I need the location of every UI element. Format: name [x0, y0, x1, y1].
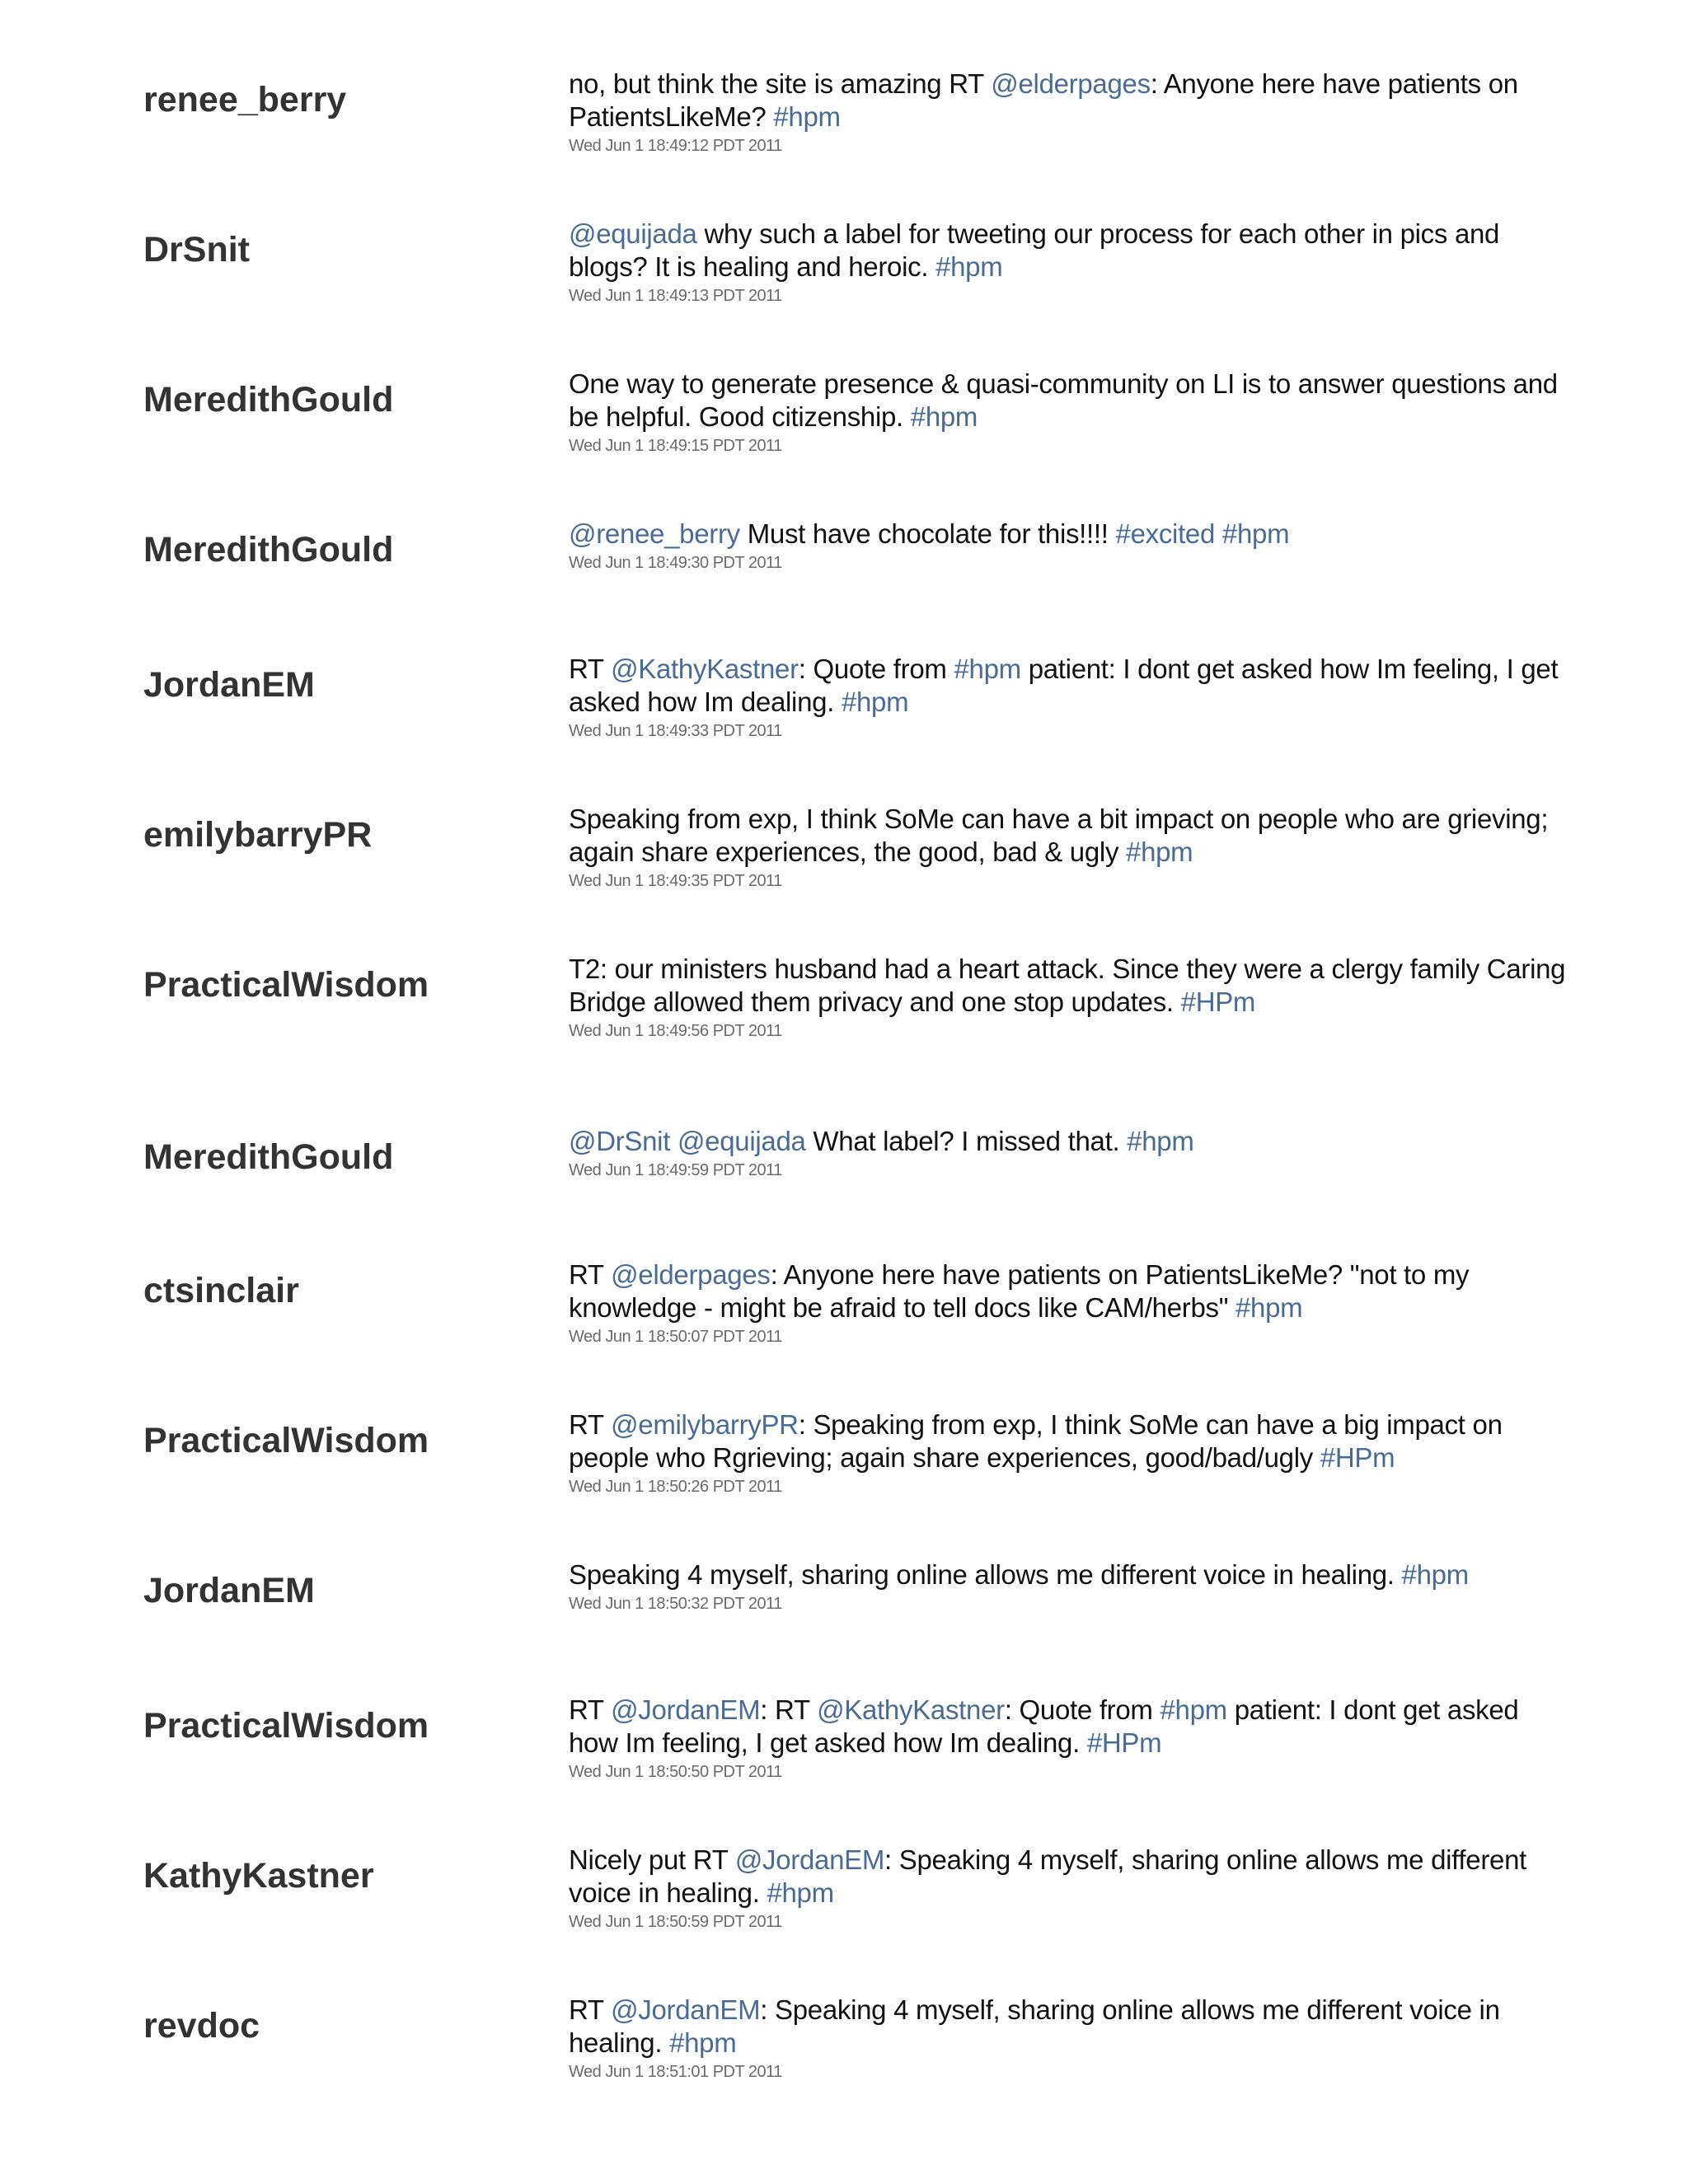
tweet-text — [569, 368, 1574, 434]
tweet-username[interactable]: KathyKastner — [143, 1856, 374, 1896]
hashtag-link[interactable]: #hpm — [954, 654, 1021, 684]
hashtag-link[interactable]: #hpm — [1221, 518, 1290, 549]
tweet-text-segment: RT — [569, 1259, 612, 1290]
tweet-row — [0, 1408, 1688, 1549]
tweet-row — [0, 653, 1688, 793]
mention-link[interactable]: @emilybarryPR — [611, 1409, 799, 1440]
tweet-timestamp: Wed Jun 1 18:50:50 PDT 2011 — [569, 1763, 782, 1781]
tweet-timestamp: Wed Jun 1 18:50:26 PDT 2011 — [569, 1478, 782, 1496]
tweet-text-segment: RT — [569, 1409, 612, 1440]
tweet-timestamp: Wed Jun 1 18:49:33 PDT 2011 — [569, 722, 782, 740]
tweet-timestamp: Wed Jun 1 18:49:59 PDT 2011 — [569, 1161, 782, 1179]
tweet-text-segment: : Anyone here have patients on PatientsLikeMe? — [569, 68, 1518, 132]
tweet-timestamp: Wed Jun 1 18:49:35 PDT 2011 — [569, 872, 782, 890]
tweet-body — [569, 68, 1574, 157]
hashtag-link[interactable]: #HPm — [1320, 1442, 1395, 1473]
tweet-text-segment: What label? I missed that. — [805, 1126, 1128, 1156]
tweet-row — [0, 803, 1688, 943]
tweet-body — [569, 1558, 1574, 1615]
tweet-username[interactable]: MeredithGould — [143, 380, 394, 419]
tweet-username[interactable]: renee_berry — [143, 80, 347, 120]
tweet-timestamp: Wed Jun 1 18:49:12 PDT 2011 — [569, 137, 782, 155]
tweet-timestamp: Wed Jun 1 18:50:32 PDT 2011 — [569, 1595, 782, 1613]
tweet-row — [0, 68, 1688, 208]
tweet-text-segment: RT — [569, 1994, 612, 2025]
tweet-row — [0, 518, 1688, 658]
tweet-text-segment: T2: our ministers husband had a heart attack. Since they were a clergy family Caring Bridge allowed them privacy and one stop updates. — [569, 954, 1566, 1017]
tweet-username[interactable]: ctsinclair — [143, 1271, 299, 1310]
tweet-timestamp: Wed Jun 1 18:51:01 PDT 2011 — [569, 2063, 782, 2081]
tweet-text — [569, 1258, 1574, 1324]
tweet-text-segment: One way to generate presence & quasi-community on LI is to answer questions and be helpful. Good citizenship. — [569, 368, 1558, 432]
tweet-text-segment: Speaking from exp, I think SoMe can have a bit impact on people who are grieving; again share experiences, the good, bad & ugly — [569, 804, 1549, 867]
tweet-body — [569, 1258, 1574, 1347]
tweet-text — [569, 803, 1574, 869]
tweet-text-segment: Nicely put RT — [569, 1844, 735, 1875]
tweet-username[interactable]: DrSnit — [143, 230, 250, 269]
tweet-body — [569, 653, 1574, 742]
tweet-text-segment: : Anyone here have patients on PatientsLikeMe? "not to my knowledge - might be afraid to tell docs like CAM/herbs" — [569, 1259, 1470, 1323]
tweet-timestamp: Wed Jun 1 18:50:07 PDT 2011 — [569, 1328, 782, 1346]
tweet-username[interactable]: MeredithGould — [143, 530, 394, 569]
tweet-text-segment: RT — [569, 654, 612, 684]
mention-link[interactable]: @KathyKastner — [611, 654, 799, 684]
tweet-text — [569, 68, 1574, 134]
tweet-username[interactable]: PracticalWisdom — [143, 1706, 429, 1746]
mention-link[interactable]: @JordanEM — [611, 1694, 761, 1725]
tweet-text — [569, 1994, 1574, 2060]
hashtag-link[interactable]: #HPm — [1180, 987, 1256, 1017]
tweet-row — [0, 1558, 1688, 1699]
mention-link[interactable]: @JordanEM — [734, 1844, 885, 1875]
tweet-text — [569, 1694, 1574, 1760]
tweet-body — [569, 1694, 1574, 1783]
tweet-row — [0, 368, 1688, 508]
tweet-text-segment: : Quote from — [1004, 1694, 1160, 1725]
tweet-text-segment: : RT — [760, 1694, 818, 1725]
tweet-body — [569, 1125, 1574, 1181]
mention-link[interactable]: @renee_berry — [569, 518, 740, 549]
tweet-text-segment: : Speaking 4 myself, sharing online allows me different voice in healing. — [569, 1994, 1500, 2058]
tweet-text-segment: : Speaking 4 myself, sharing online allows me different voice in healing. — [569, 1844, 1527, 1908]
tweet-text-segment: : Speaking from exp, I think SoMe can have a big impact on people who Rgrieving; again share experiences, good/bad/ugly — [569, 1409, 1503, 1473]
tweet-text-segment: Must have chocolate for this!!!! — [739, 518, 1116, 549]
tweet-username[interactable]: emilybarryPR — [143, 815, 373, 855]
tweet-timestamp: Wed Jun 1 18:50:59 PDT 2011 — [569, 1913, 782, 1931]
tweet-body — [569, 803, 1574, 892]
hashtag-link[interactable]: #hpm — [1160, 1694, 1227, 1725]
tweet-text-segment: RT — [569, 1694, 612, 1725]
mention-link[interactable]: @equijada — [569, 218, 697, 249]
tweet-timestamp: Wed Jun 1 18:49:15 PDT 2011 — [569, 437, 782, 455]
tweet-text-segment — [670, 1126, 678, 1156]
tweet-text — [569, 1844, 1574, 1910]
tweet-text — [569, 518, 1574, 551]
tweet-body — [569, 1408, 1574, 1497]
tweet-body — [569, 368, 1574, 457]
tweet-text — [569, 1408, 1574, 1474]
tweet-username[interactable]: JordanEM — [143, 1571, 315, 1610]
tweet-username[interactable]: revdoc — [143, 2006, 260, 2046]
tweet-body — [569, 1844, 1574, 1933]
tweet-row — [0, 218, 1688, 358]
tweet-row — [0, 1844, 1688, 1984]
tweet-text — [569, 653, 1574, 719]
tweet-text — [569, 1558, 1574, 1591]
tweet-text — [569, 218, 1574, 284]
tweet-row — [0, 1258, 1688, 1399]
tweet-text — [569, 953, 1574, 1019]
tweet-username[interactable]: JordanEM — [143, 665, 315, 705]
tweet-timestamp: Wed Jun 1 18:49:13 PDT 2011 — [569, 287, 782, 305]
mention-link[interactable]: @elderpages — [991, 68, 1151, 99]
hashtag-link[interactable]: #hpm — [1127, 1126, 1194, 1156]
hashtag-link[interactable]: #hpm — [767, 1877, 834, 1908]
hashtag-link[interactable]: #hpm — [910, 401, 978, 432]
tweet-username[interactable]: PracticalWisdom — [143, 965, 429, 1005]
tweet-row — [0, 1994, 1688, 2083]
tweet-text — [569, 1125, 1574, 1158]
tweet-text-segment: why such a label for tweeting our process for each other in pics and blogs? It is healing and heroic. — [569, 218, 1500, 282]
tweet-body — [569, 1994, 1574, 2083]
tweet-text-segment: Speaking 4 myself, sharing online allows me different voice in healing. — [569, 1559, 1402, 1590]
tweet-row — [0, 1125, 1688, 1265]
tweet-body — [569, 518, 1574, 574]
tweet-timestamp: Wed Jun 1 18:49:30 PDT 2011 — [569, 554, 782, 572]
mention-link[interactable]: @DrSnit — [569, 1126, 671, 1156]
tweet-body — [569, 218, 1574, 307]
mention-link[interactable]: @equijada — [677, 1126, 806, 1156]
hashtag-link[interactable]: #hpm — [1401, 1559, 1469, 1590]
tweet-text-segment: patient: I dont get asked how Im feeling, I get asked how Im dealing. — [569, 1694, 1519, 1758]
tweet-row — [0, 953, 1688, 1093]
tweet-text-segment: no, but think the site is amazing RT — [569, 68, 992, 99]
mention-link[interactable]: @elderpages — [611, 1259, 771, 1290]
tweet-text-segment: patient: I dont get asked how Im feeling, I get asked how Im dealing. — [569, 654, 1559, 717]
tweet-username[interactable]: PracticalWisdom — [143, 1421, 429, 1460]
tweet-body — [569, 953, 1574, 1042]
hashtag-link[interactable]: #hpm — [773, 101, 841, 132]
tweet-username[interactable]: MeredithGould — [143, 1137, 394, 1177]
tweet-text-segment — [1215, 518, 1222, 549]
hashtag-link[interactable]: #HPm — [1086, 1727, 1162, 1758]
hashtag-link[interactable]: #hpm — [669, 2027, 737, 2058]
hashtag-link[interactable]: #hpm — [841, 687, 909, 717]
mention-link[interactable]: @JordanEM — [611, 1994, 761, 2025]
tweet-text-segment: : Quote from — [798, 654, 954, 684]
tweet-timestamp: Wed Jun 1 18:49:56 PDT 2011 — [569, 1022, 782, 1040]
tweet-row — [0, 1694, 1688, 1834]
mention-link[interactable]: @KathyKastner — [817, 1694, 1005, 1725]
hashtag-link[interactable]: #hpm — [935, 251, 1003, 282]
hashtag-link[interactable]: #hpm — [1236, 1292, 1303, 1323]
hashtag-link[interactable]: #hpm — [1126, 837, 1193, 867]
hashtag-link[interactable]: #excited — [1115, 518, 1216, 549]
